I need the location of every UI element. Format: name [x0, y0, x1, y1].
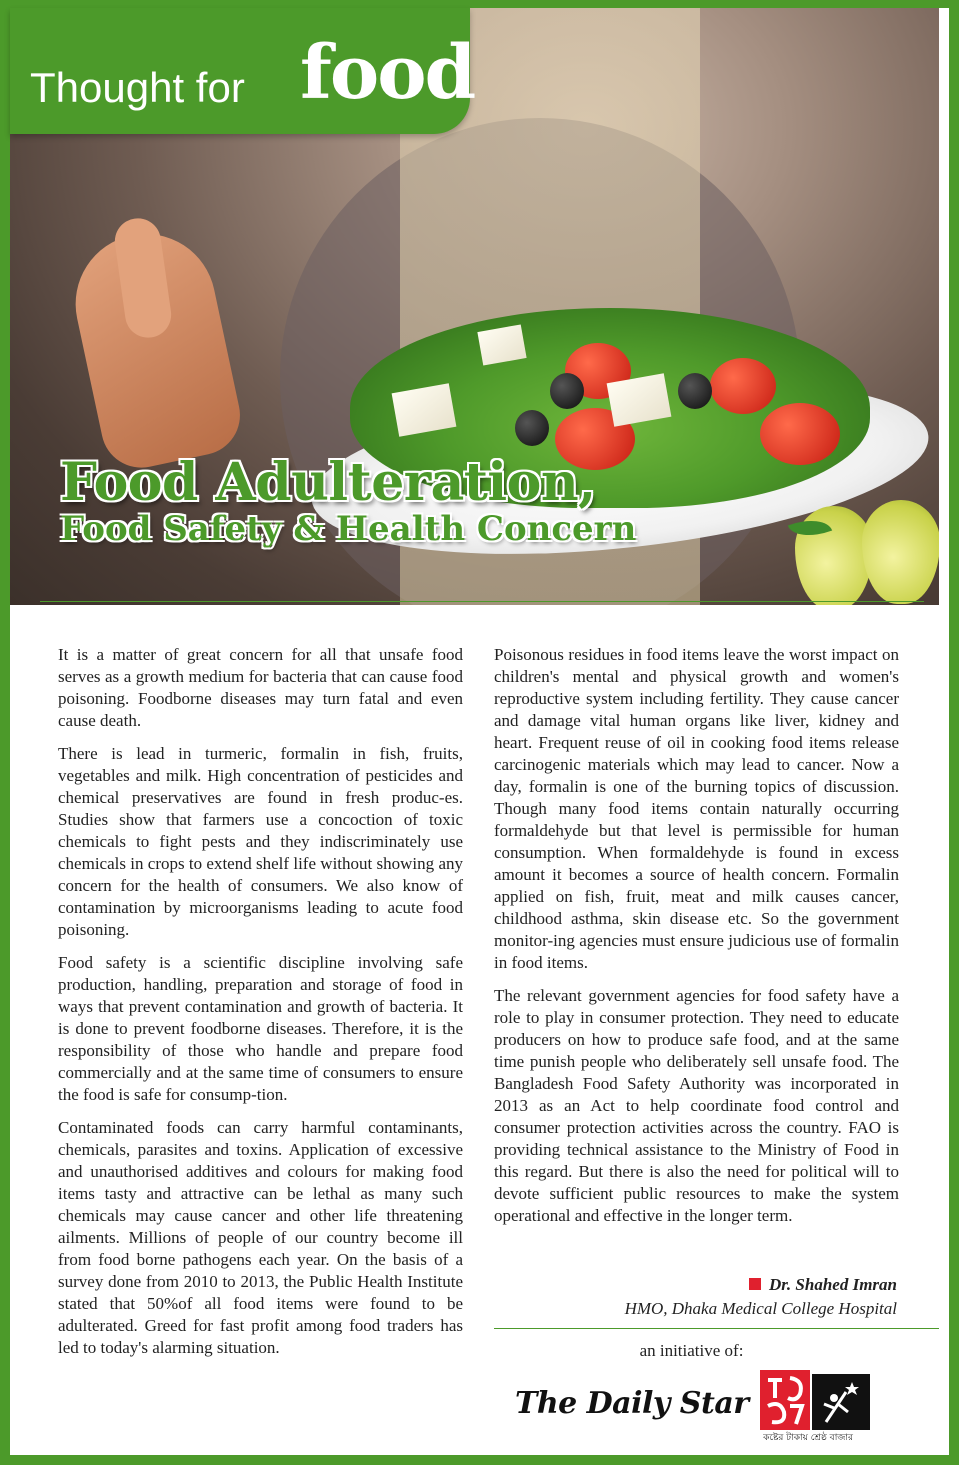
daily-star-logo: The Daily Star: [515, 1386, 749, 1421]
paragraph: Contaminated foods can carry harmful contaminants, chemicals, parasites and toxins. Application of excessive and unauthorised additives and colours for making food items tasty and attractive can be lethal as many such chemicals may cause cancer and other life threatening ailments. Millions of people of our country become ill from food borne pathogens each year. On the basis of a survey done from 2010 to 2013, the Public Health Institute stated that 50%of all food items were found to be adulterated. Greed for fast profit among food traders has led to today's alarming situation.: [58, 1118, 463, 1357]
article-left-column: [58, 644, 463, 1370]
shopno-logo-mark: [760, 1370, 810, 1430]
star-figure-icon: [812, 1374, 870, 1430]
author-title: HMO, Dhaka Medical College Hospital: [624, 1299, 897, 1318]
author-name: Dr. Shahed Imran: [768, 1275, 897, 1294]
paragraph: Poisonous residues in food items leave the worst impact on children's mental and physical growth and women's reproductive system including fertility. They cause cancer and damage vital human organs like liver, kidney and heart. Frequent reuse of oil in cooking food items release carcinogenic materials which may lead to cancer. Now a day, formalin is one of the burning topics of discussion. Though many food items contain naturally occurring formaldehyde but that level is permissible for human consumption. When formaldehyde is found in excess amount it becomes a source of health concern. Formalin applied on fish, fruit, meat and milk causes cancer, childhood asthma, skin disease etc. So the government monitor-ing agencies must ensure judicious use of formalin in food items.: [494, 645, 899, 972]
paragraph: There is lead in turmeric, formalin in fish, fruits, vegetables and milk. High concentration of pesticides and chemical preservatives are found in fresh produc-es. Studies show that farmers use a concoction of toxic chemicals to fight pests and they indiscriminately use chemicals in crops to extend shelf life without showing any concern for the health of consumers. We also know of contamination by microorganisms leading to acute food poisoning.: [58, 744, 463, 939]
shopno-tagline: কষ্টের টাকায় শ্রেষ্ঠ বাজার: [763, 1433, 853, 1443]
paragraph: The relevant government agencies for food safety have a role to play in consumer protection. They need to educate producers on how to produce safe food, and at the same time punish people who deliberately sell unsafe food. The Bangladesh Food Safety Authority was incorporated in 2013 as an Act to help coordinate food control and consumer protection activities across the country. FAO is providing technical assistance to the Ministry of Food in this regard. But there is also the need for political will to devote sufficient public resources to make the system operational and effective in the longer term.: [494, 986, 899, 1225]
divider-top: [40, 601, 924, 602]
article-right-column: [494, 644, 899, 1238]
red-square-icon: [749, 1278, 761, 1290]
paragraph: Food safety is a scientific discipline involving safe production, handling, preparation and storage of food in ways that prevent contamination and growth of bacteria. It is done to prevent foodborne diseases. Therefore, it is the responsibility of those who handle and prepare food commercially and at the same time of consumers to ensure the food is safe for consump-tion.: [58, 953, 463, 1104]
divider-bottom: [494, 1328, 939, 1329]
shopno-logo: [760, 1370, 870, 1442]
initiative-label: an initiative of:: [639, 1341, 744, 1360]
banner-prefix: Thought for: [30, 64, 245, 111]
headline-subtitle: Food Safety & Health Concern: [60, 509, 637, 549]
article-headline: [60, 452, 636, 549]
headline-title: Food Adulteration,: [60, 452, 596, 513]
paragraph: It is a matter of great concern for all that unsafe food serves as a growth medium for bacteria that can cause food poisoning. Foodborne diseases may turn fatal and even cause death.: [58, 645, 463, 730]
section-banner: [10, 8, 475, 134]
author-byline: [625, 1273, 897, 1321]
pear-right: [862, 500, 939, 604]
banner-food-word: food: [300, 30, 475, 116]
